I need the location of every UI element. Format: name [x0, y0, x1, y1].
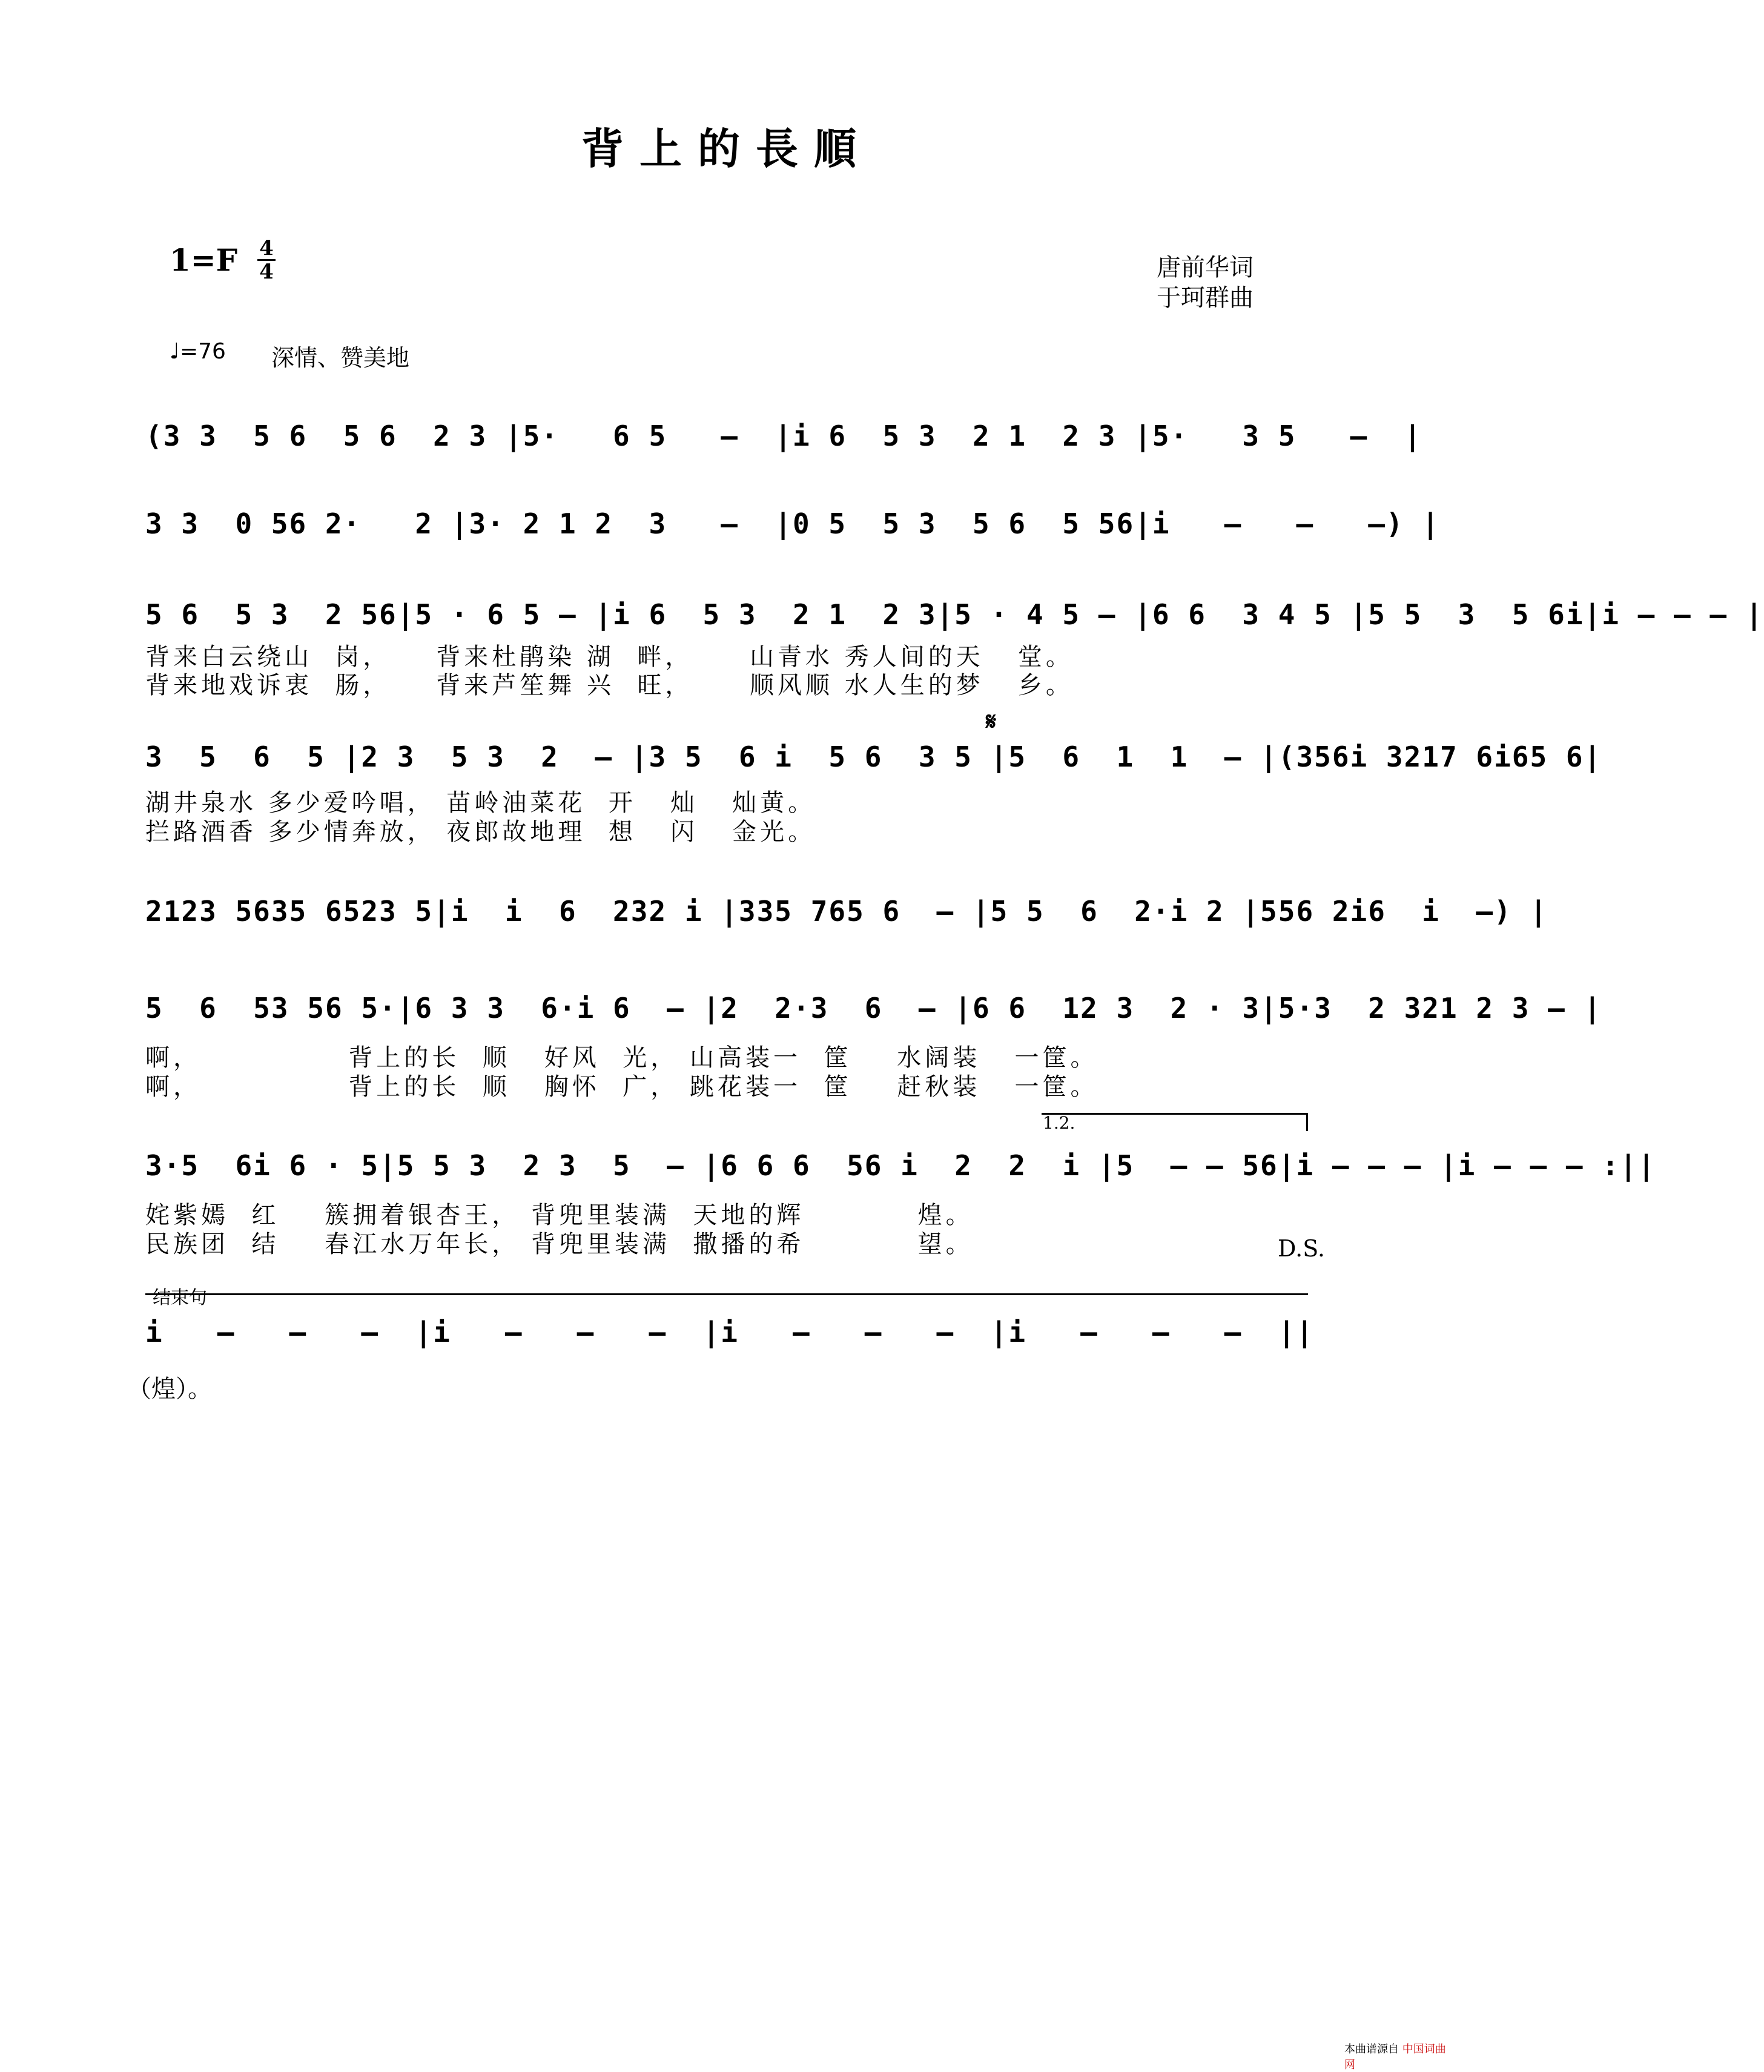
staff-row-8 [145, 1314, 1314, 1368]
notation-line: 3 5 6 5 |2 3 5 3 2 – |3 5 6 i 5 6 3 5 |5 6 1 1 – |(356i 3217 6i65 6| [145, 741, 1602, 773]
time-signature-top: 4 [259, 236, 274, 260]
closing-lyric: （煌）。 [127, 1375, 212, 1403]
staff-row-7 [145, 1147, 1656, 1202]
lyric-line-verse-2: 民族团 结 春江水万年长， 背兜里装满 撒播的希 望。 [145, 1230, 974, 1258]
staff-row-6 [145, 990, 1602, 1044]
lyric-line-verse-1: 姹紫嫣 红 簇拥着银杏王， 背兜里装满 天地的辉 煌。 [145, 1201, 974, 1229]
notation-line: 5 6 5 3 2 56|5 · 6 5 – |i 6 5 3 2 1 2 3|5 · 4 5 – |6 6 3 4 5 |5 5 3 5 6i|i – – – | [145, 598, 1764, 631]
page-title: 背上的長順 [581, 124, 872, 174]
composer-credit: 于珂群曲 [1157, 284, 1254, 312]
time-signature [254, 237, 279, 283]
volta-label: 1.2. [1043, 1113, 1075, 1133]
ending-bracket [145, 1293, 1308, 1295]
notation-line: 5 6 53 56 5·|6 3 3 6·i 6 – |2 2·3 6 – |6 6 12 3 2 · 3|5·3 2 321 2 3 – | [145, 992, 1602, 1024]
segno-sign: 𝄋 [986, 707, 997, 736]
lyric-line-verse-2: 啊， 背上的长 顺 胸怀 广， 跳花装一 筐 赶秋装 一筐。 [145, 1073, 1098, 1101]
staff-row-2 [145, 506, 1440, 560]
notation-line: (3 3 5 6 5 6 2 3 |5· 6 5 – |i 6 5 3 2 1 2 3 |5· 3 5 – | [145, 420, 1422, 452]
lyric-line-verse-1: 啊， 背上的长 顺 好风 光， 山高装一 筐 水阔装 一筐。 [145, 1044, 1098, 1072]
tempo-marking: ♩=76 [170, 339, 226, 364]
volta-bracket [1042, 1113, 1308, 1115]
footer-site-link[interactable]: 中国词曲网 [1344, 2043, 1446, 2071]
key-signature: 1=F [170, 242, 238, 278]
expression-marking: 深情、赞美地 [271, 345, 410, 371]
time-signature-bottom: 4 [259, 260, 274, 284]
lyric-line-verse-2: 背来地戏诉衷 肠， 背来芦笙舞 兴 旺， 顺风顺 水人生的梦 乡。 [145, 671, 1074, 699]
staff-row-1 [145, 418, 1422, 472]
notation-line: 3 3 0 56 2· 2 |3· 2 1 2 3 – |0 5 5 3 5 6 5 56|i – – –) | [145, 507, 1440, 540]
staff-row-5 [145, 893, 1548, 948]
lyric-line-verse-1: 湖井泉水 多少爱吟唱， 苗岭油菜花 开 灿 灿黄。 [145, 789, 816, 817]
ending-label: 结束句 [153, 1287, 207, 1308]
notation-line: 3·5 6i 6 · 5|5 5 3 2 3 5 – |6 6 6 56 i 2 2 i |5 – – 56|i – – – |i – – – :|| [145, 1149, 1656, 1182]
footer-source-text: 本曲谱源自 [1344, 2043, 1399, 2056]
lyric-line-verse-1: 背来白云绕山 岗， 背来杜鹃染 湖 畔， 山青水 秀人间的天 堂。 [145, 643, 1074, 671]
footer-source [1344, 2041, 1453, 2072]
volta-bracket-end [1306, 1113, 1308, 1131]
lyric-line-verse-2: 拦路酒香 多少情奔放， 夜郎故地理 想 闪 金光。 [145, 818, 816, 846]
notation-line: 2123 5635 6523 5|i i 6 232 i |335 765 6 – |5 5 6 2·i 2 |556 2i6 i –) | [145, 895, 1548, 928]
notation-line: i – – – |i – – – |i – – – |i – – – || [145, 1316, 1315, 1348]
dal-segno-mark: D.S. [1278, 1235, 1325, 1262]
lyricist-credit: 唐前华词 [1157, 254, 1254, 282]
